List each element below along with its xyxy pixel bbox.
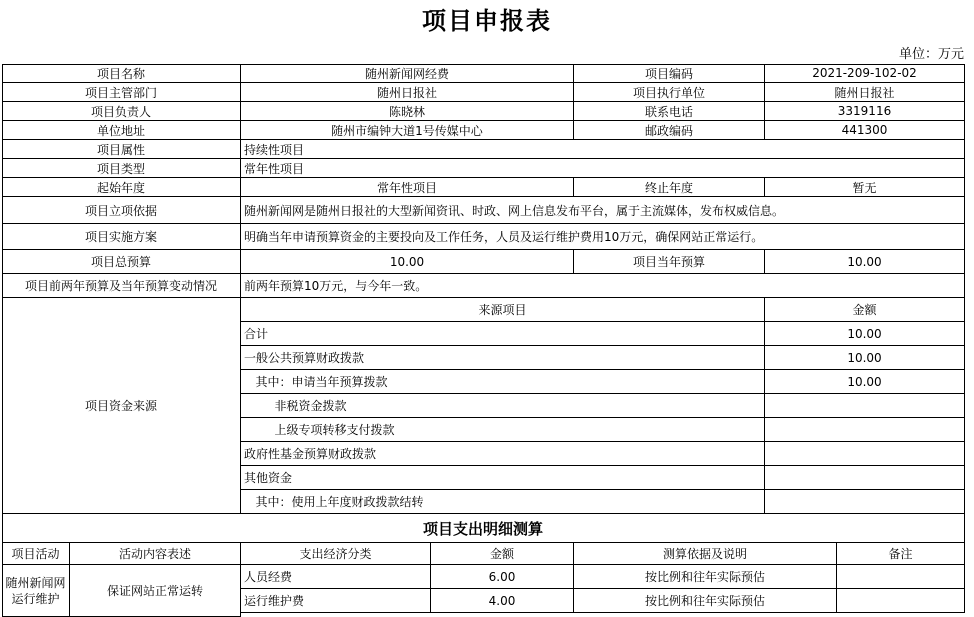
expense-category[interactable]: 人员经费 bbox=[241, 565, 431, 589]
phone-label: 联系电话 bbox=[574, 102, 765, 121]
funding-row-amount[interactable]: 10.00 bbox=[765, 322, 965, 346]
year-budget-value[interactable]: 10.00 bbox=[765, 250, 965, 274]
funding-row-name: 上级专项转移支付拨款 bbox=[241, 418, 765, 442]
funding-row-name: 非税资金拨款 bbox=[241, 394, 765, 418]
phone-value[interactable]: 3319116 bbox=[765, 102, 965, 121]
project-name-label: 项目名称 bbox=[2, 64, 241, 83]
project-code-label: 项目编码 bbox=[574, 64, 765, 83]
funding-row-name: 其他资金 bbox=[241, 466, 765, 490]
type-value[interactable]: 常年性项目 bbox=[241, 159, 965, 178]
project-code-value[interactable]: 2021-209-102-02 bbox=[765, 64, 965, 83]
end-year-label: 终止年度 bbox=[574, 178, 765, 197]
header-basis: 测算依据及说明 bbox=[574, 543, 837, 565]
attr-value[interactable]: 持续性项目 bbox=[241, 140, 965, 159]
dept-label: 项目主管部门 bbox=[2, 83, 241, 102]
header-content: 活动内容表述 bbox=[70, 543, 241, 565]
funding-source-label: 项目资金来源 bbox=[2, 298, 241, 514]
expense-basis[interactable]: 按比例和往年实际预估 bbox=[574, 565, 837, 589]
funding-row-amount[interactable] bbox=[765, 490, 965, 514]
basis-value[interactable]: 随州新闻网是随州日报社的大型新闻资讯、时政、网上信息发布平台，属于主流媒体，发布权威信息。 bbox=[241, 197, 965, 224]
funding-row-amount[interactable]: 10.00 bbox=[765, 370, 965, 394]
start-year-label: 起始年度 bbox=[2, 178, 241, 197]
leader-label: 项目负责人 bbox=[2, 102, 241, 121]
plan-label: 项目实施方案 bbox=[2, 224, 241, 250]
unit-label: 单位：万元 bbox=[898, 47, 964, 62]
funding-row-name: 其中：申请当年预算拨款 bbox=[241, 370, 765, 394]
funding-row-name: 其中：使用上年度财政拨款结转 bbox=[241, 490, 765, 514]
header-note: 备注 bbox=[837, 543, 965, 565]
funding-row-name: 政府性基金预算财政拨款 bbox=[241, 442, 765, 466]
address-label: 单位地址 bbox=[2, 121, 241, 140]
expense-note[interactable] bbox=[837, 589, 965, 613]
basis-label: 项目立项依据 bbox=[2, 197, 241, 224]
total-budget-value[interactable]: 10.00 bbox=[241, 250, 574, 274]
expense-activity[interactable]: 随州新闻网运行维护 bbox=[2, 565, 70, 617]
exec-unit-label: 项目执行单位 bbox=[574, 83, 765, 102]
expense-note[interactable] bbox=[837, 565, 965, 589]
funding-row-amount[interactable] bbox=[765, 394, 965, 418]
zip-label: 邮政编码 bbox=[574, 121, 765, 140]
funding-row-name: 一般公共预算财政拨款 bbox=[241, 346, 765, 370]
funding-row-amount[interactable] bbox=[765, 418, 965, 442]
attr-label: 项目属性 bbox=[2, 140, 241, 159]
end-year-value[interactable]: 暂无 bbox=[765, 178, 965, 197]
start-year-value[interactable]: 常年性项目 bbox=[241, 178, 574, 197]
expense-content[interactable]: 保证网站正常运转 bbox=[70, 565, 241, 617]
funding-row-amount[interactable] bbox=[765, 442, 965, 466]
header-amount: 金额 bbox=[431, 543, 574, 565]
project-name-value[interactable]: 随州新闻网经费 bbox=[241, 64, 574, 83]
zip-value[interactable]: 441300 bbox=[765, 121, 965, 140]
funding-row-amount[interactable] bbox=[765, 466, 965, 490]
address-value[interactable]: 随州市编钟大道1号传媒中心 bbox=[241, 121, 574, 140]
funding-row-amount[interactable]: 10.00 bbox=[765, 346, 965, 370]
dept-value[interactable]: 随州日报社 bbox=[241, 83, 574, 102]
type-label: 项目类型 bbox=[2, 159, 241, 178]
plan-value[interactable]: 明确当年申请预算资金的主要投向及工作任务，人员及运行维护费用10万元，确保网站正常运行。 bbox=[241, 224, 965, 250]
expense-category[interactable]: 运行维护费 bbox=[241, 589, 431, 613]
budget-change-value[interactable]: 前两年预算10万元，与今年一致。 bbox=[241, 274, 965, 298]
page-title: 项目申报表 bbox=[422, 7, 552, 35]
header-category: 支出经济分类 bbox=[241, 543, 431, 565]
expense-amount[interactable]: 6.00 bbox=[431, 565, 574, 589]
expense-section-title: 项目支出明细测算 bbox=[2, 514, 965, 543]
source-header: 来源项目 bbox=[241, 298, 765, 322]
total-budget-label: 项目总预算 bbox=[2, 250, 241, 274]
expense-amount[interactable]: 4.00 bbox=[431, 589, 574, 613]
header-activity: 项目活动 bbox=[2, 543, 70, 565]
expense-basis[interactable]: 按比例和往年实际预估 bbox=[574, 589, 837, 613]
amount-header: 金额 bbox=[765, 298, 965, 322]
budget-change-label: 项目前两年预算及当年预算变动情况 bbox=[2, 274, 241, 298]
leader-value[interactable]: 陈晓林 bbox=[241, 102, 574, 121]
year-budget-label: 项目当年预算 bbox=[574, 250, 765, 274]
funding-row-name: 合计 bbox=[241, 322, 765, 346]
exec-unit-value[interactable]: 随州日报社 bbox=[765, 83, 965, 102]
